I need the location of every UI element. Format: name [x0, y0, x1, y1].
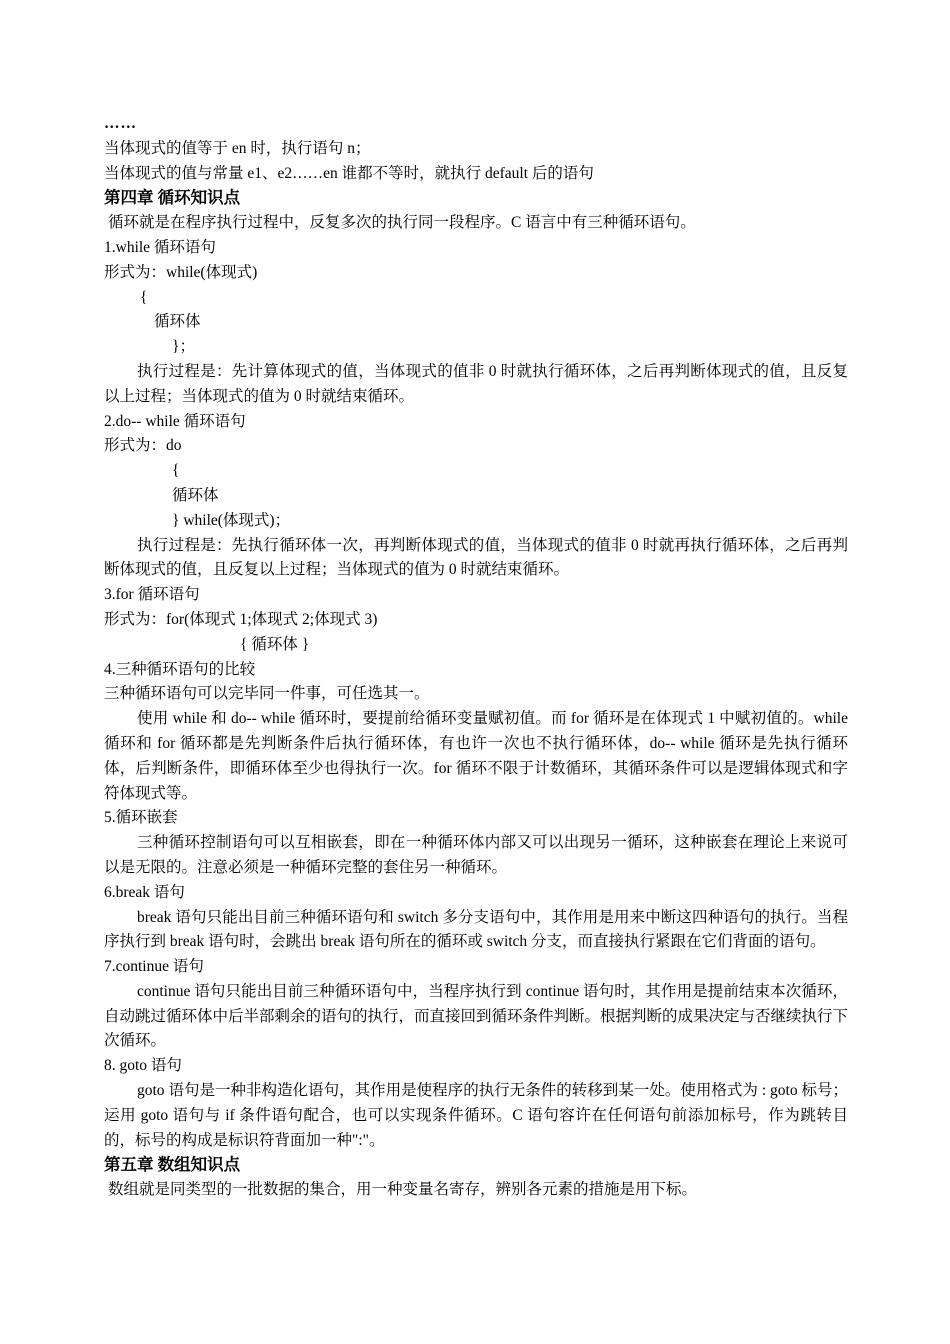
- while-close-brace: }；: [172, 338, 195, 356]
- section-for-title: 3.for 循环语句: [104, 586, 200, 604]
- document-page: [104, 112, 848, 1203]
- dowhile-open-brace: {: [172, 462, 180, 480]
- nesting-paragraph: 三种循环控制语句可以互相嵌套，即在一种循环体内部又可以出现另一循环，这种嵌套在理论上来说可以是无限的。注意必须是一种循环完整的套住另一种循环。: [104, 834, 848, 876]
- section-dowhile-title: 2.do-- while 循环语句: [104, 412, 246, 430]
- dowhile-body: 循环体: [172, 486, 219, 504]
- switch-case-line: 当体现式的值等于 en 时，执行语句 n；: [104, 139, 371, 157]
- switch-default-line: 当体现式的值与常量 e1、e2……en 谁都不等时，就执行 default 后的语句: [104, 164, 594, 182]
- dowhile-form: 形式为：do: [104, 437, 182, 455]
- section-goto-title: 8. goto 语句: [104, 1057, 182, 1075]
- dowhile-exec-paragraph: 执行过程是：先执行循环体一次，再判断体现式的值，当体现式的值非 0 时就再执行循环体，之后再判断体现式的值，且反复以上过程；当体现式的值为 0 时就结束循环。: [104, 536, 848, 579]
- section-continue-title: 7.continue 语句: [104, 958, 204, 976]
- section-while-title: 1.while 循环语句: [104, 238, 216, 256]
- chapter4-heading: 第四章 循环知识点: [104, 188, 241, 208]
- chapter5-heading: 第五章 数组知识点: [104, 1155, 241, 1175]
- while-open-brace: {: [140, 288, 148, 306]
- ellipsis-line: ……: [104, 115, 137, 132]
- chapter4-intro: 循环就是在程序执行过程中，反复多次的执行同一段程序。C 语言中有三种循环语句。: [108, 214, 696, 232]
- for-form: 形式为：for(体现式 1;体现式 2;体现式 3): [104, 610, 378, 628]
- while-exec-paragraph: 执行过程是：先计算体现式的值，当体现式的值非 0 时就执行循环体，之后再判断体现式的值，且反复以上过程；当体现式的值为 0 时就结束循环。: [104, 362, 848, 405]
- section-nesting-title: 5.循环嵌套: [104, 809, 178, 827]
- break-paragraph: break 语句只能出目前三种循环语句和 switch 多分支语句中，其作用是用来中断这四种语句的执行。当程序执行到 break 语句时，会跳出 break 语句所在的循环或 switch 分支，而直接执行紧跟在它们背面的语句。: [104, 908, 848, 951]
- chapter5-intro: 数组就是同类型的一批数据的集合，用一种变量名寄存，辨别各元素的措施是用下标。: [108, 1181, 698, 1199]
- section-compare-title: 4.三种循环语句的比较: [104, 660, 256, 678]
- compare-line: 三种循环语句可以完毕同一件事，可任选其一。: [104, 685, 430, 703]
- goto-paragraph: goto 语句是一种非构造化语句，其作用是使程序的执行无条件的转移到某一处。使用格式为 : goto 标号；运用 goto 语句与 if 条件语句配合，也可以实现条件循环。C 语句容许在任何语句前添加标号，作为跳转目的，标号的构成是标识符背面加一种":"。: [104, 1082, 848, 1149]
- continue-paragraph: continue 语句只能出目前三种循环语句中，当程序执行到 continue 语句时，其作用是提前结束本次循环，自动跳过循环体中后半部剩余的语句的执行，而直接回到循环条件判断。根据判断的成果决定与否继续执行下次循环。: [104, 982, 849, 1050]
- section-break-title: 6.break 语句: [104, 883, 185, 901]
- for-body: { 循环体 }: [240, 635, 310, 653]
- dowhile-close: } while(体现式)；: [172, 511, 291, 529]
- while-form: 形式为：while(体现式): [104, 263, 258, 281]
- while-body: 循环体: [154, 313, 201, 331]
- compare-paragraph: 使用 while 和 do-- while 循环时，要提前给循环变量赋初值。而 for 循环是在体现式 1 中赋初值的。while 循环和 for 循环都是先判断条件后执行循环体，有也许一次也不执行循环体，do-- while 循环是先执行循环体，后判断条件，即循环体至少也得执行一次。for 循环不限于计数循环，其循环条件可以是逻辑体现式和字符体现式等。: [104, 710, 848, 802]
